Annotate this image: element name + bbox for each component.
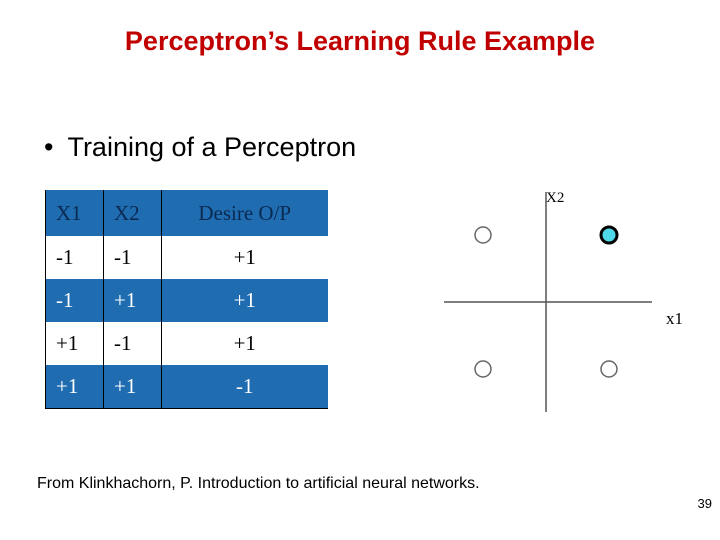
table-cell: -1 [236,373,254,398]
citation: From Klinkhachorn, P. Introduction to artificial neural networks. [37,475,480,492]
data-point-1 [475,227,491,243]
table-row [46,236,328,279]
table-header-row [46,190,328,236]
header-x2: X2 [104,190,162,236]
x-axis-label: x1 [666,309,683,328]
table-cell: -1 [46,236,104,279]
table-cell: +1 [46,365,104,408]
header-desired-output: Desire O/P [198,200,292,225]
header-x1: X1 [46,190,104,236]
table-cell: +1 [46,322,104,365]
bullet-text: Training of a Perceptron [67,132,357,162]
table-row [46,322,328,365]
data-point-2 [601,227,617,243]
table-cell: +1 [233,331,256,355]
data-point-4 [601,361,617,377]
table-cell: -1 [46,279,104,322]
table-cell: +1 [233,288,256,312]
bullet-item [44,132,356,163]
table-row [46,279,328,322]
table-cell: +1 [104,365,162,408]
table-row [46,365,328,408]
slide-title: Perceptron’s Learning Rule Example [124,26,596,56]
bullet-icon: • [44,132,54,162]
table-cell: +1 [104,279,162,322]
data-point-3 [475,361,491,377]
decision-plot [440,180,700,415]
y-axis-label: X2 [546,190,565,206]
table-cell: +1 [233,245,256,269]
table-cell: -1 [104,236,162,279]
page-number: 39 [697,496,712,511]
training-table [45,190,328,409]
table-cell: -1 [104,322,162,365]
